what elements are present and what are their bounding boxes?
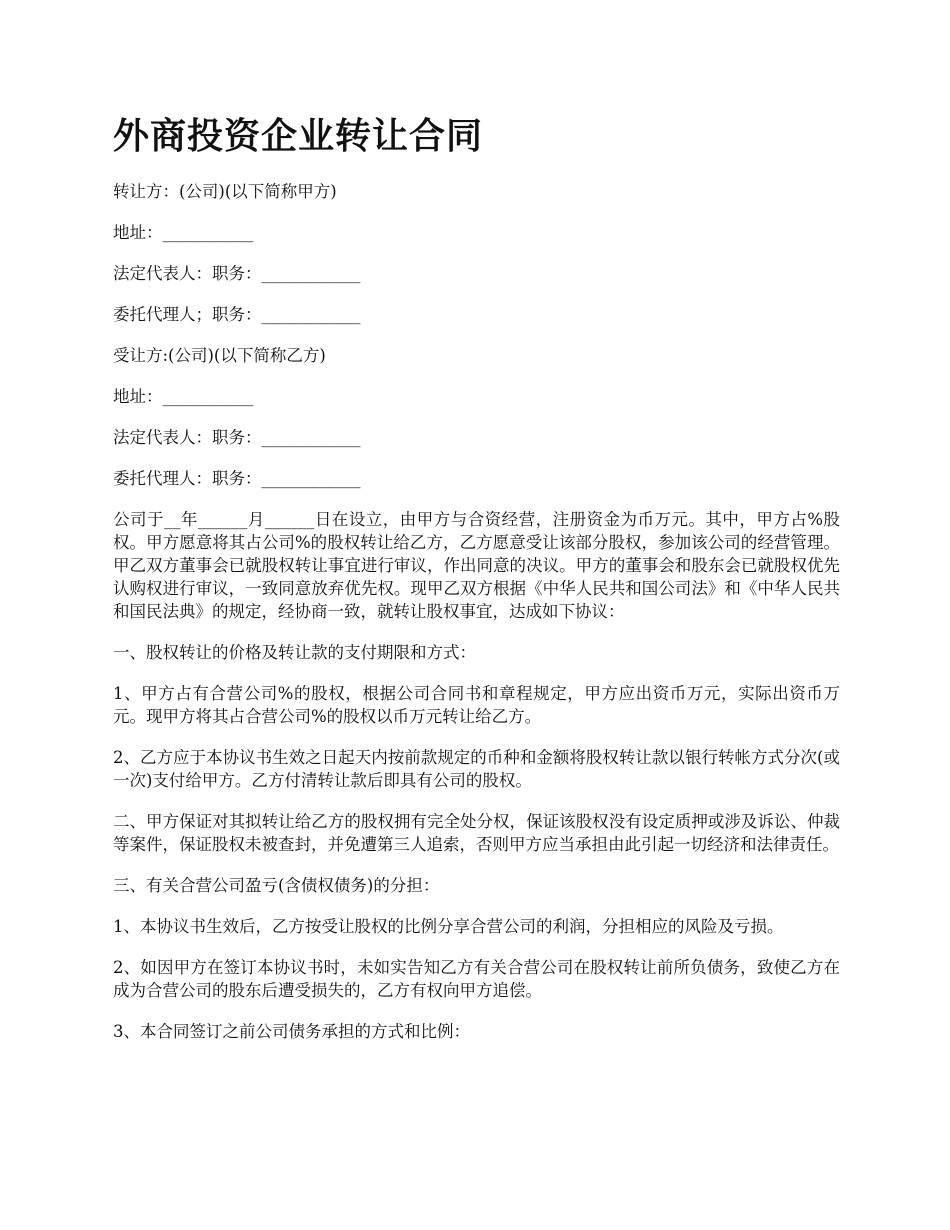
paragraph-transferor-legal-rep: 法定代表人：职务：____________ [113, 264, 361, 283]
document-title: 外商投资企业转让合同 [113, 115, 484, 157]
section-heading-profit-loss: 三、有关合营公司盈亏(含债权债务)的分担： [113, 876, 440, 895]
paragraph-preamble: 公司于__年______月______日在设立，由甲方与合资经营，注册资金为币万元。其中，甲方占%股权。甲方愿意将其占公司%的股权转让给乙方，乙方愿意受让该部分股权，参加该公司的经营管理。甲乙双方董事会已就股权转让事宜进行审议，作出同意的决议。甲方的董事会和股东会已就股权优先认购权进行审议，一致同意放弃优先权。现甲乙双方根据《中华人民共和国公司法》和《中华人民共和国民法典》的规定，经协商一致，就转让股权事宜，达成如下协议： [113, 510, 840, 621]
paragraph-transferor: 转让方：(公司)(以下简称甲方) [113, 182, 337, 201]
paragraph-transferor-address: 地址：___________ [113, 223, 254, 242]
clause-1-2: 2、乙方应于本协议书生效之日起天内按前款规定的币种和金额将股权转让款以银行转帐方式分次(或一次)支付给甲方。乙方付清转让款后即具有公司的股权。 [113, 748, 840, 790]
paragraph-transferee: 受让方:(公司)(以下简称乙方) [113, 346, 326, 365]
section-warranty: 二、甲方保证对其拟转让给乙方的股权拥有完全处分权，保证该股权没有设定质押或涉及诉讼、仲裁等案件，保证股权未被查封，并免遭第三人追索，否则甲方应当承担由此引起一切经济和法律责任。 [113, 812, 840, 854]
clause-3-1: 1、本协议书生效后，乙方按受让股权的比例分享合营公司的利润，分担相应的风险及亏损。 [113, 917, 784, 936]
document-body [113, 180, 840, 1061]
paragraph-transferee-address: 地址：___________ [113, 387, 254, 406]
clause-3-3: 3、本合同签订之前公司债务承担的方式和比例： [113, 1022, 470, 1041]
paragraph-transferee-agent: 委托代理人：职务：____________ [113, 469, 361, 488]
paragraph-transferor-agent: 委托代理人；职务：____________ [113, 305, 361, 324]
paragraph-transferee-legal-rep: 法定代表人：职务：____________ [113, 428, 361, 447]
section-heading-price-payment: 一、股权转让的价格及转让款的支付期限和方式： [113, 643, 476, 662]
clause-1-1: 1、甲方占有合营公司%的股权，根据公司合同书和章程规定，甲方应出资币万元，实际出资币万元。现甲方将其占合营公司%的股权以币万元转让给乙方。 [113, 684, 840, 726]
clause-3-2: 2、如因甲方在签订本协议书时，未如实告知乙方有关合营公司在股权转让前所负债务，致使乙方在成为合营公司的股东后遭受损失的，乙方有权向甲方追偿。 [113, 958, 840, 1000]
